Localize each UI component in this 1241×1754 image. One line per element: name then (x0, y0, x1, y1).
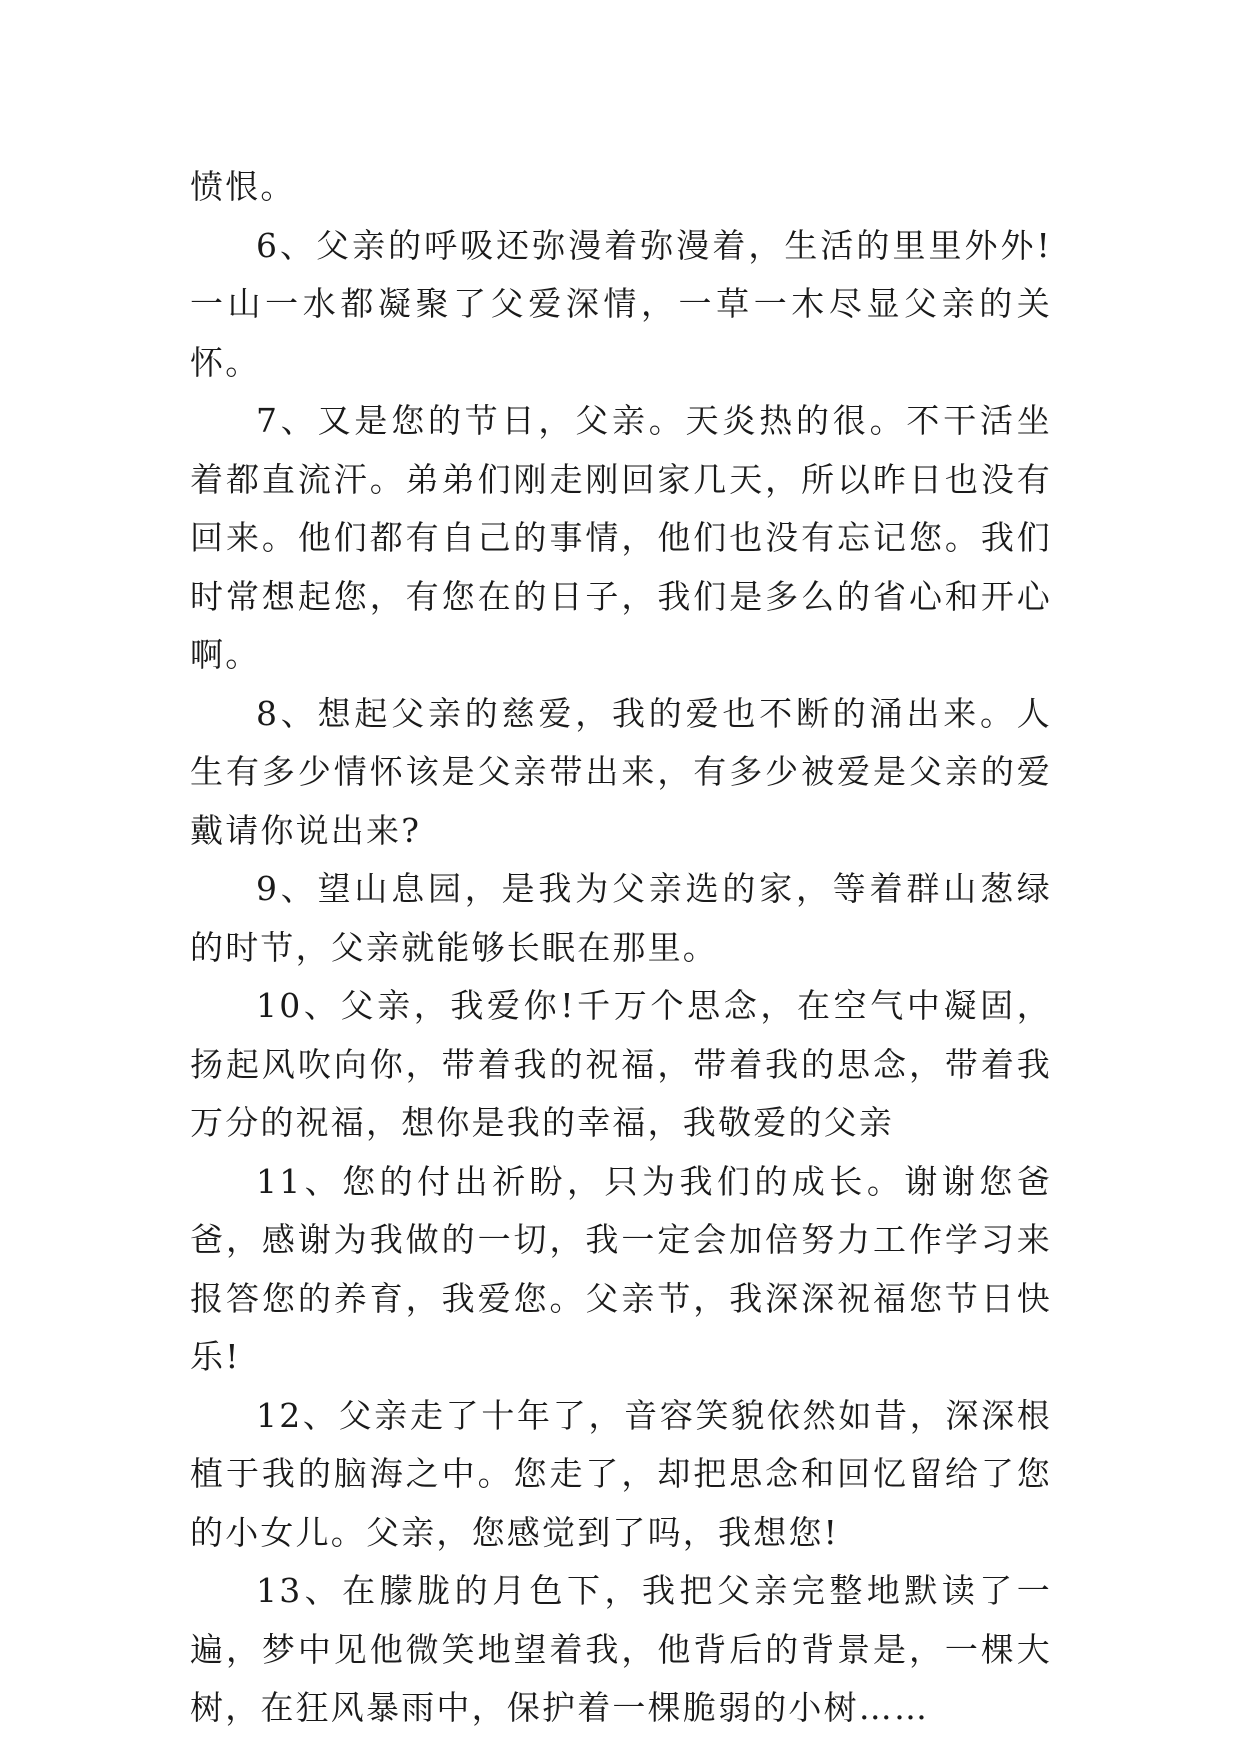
paragraph-continuation: 愤恨。 (190, 167, 296, 206)
paragraph-10: 10、父亲，我爱你!千万个思念，在空气中凝固，扬起风吹向你，带着我的祝福，带着我的思念，带着我万分的祝福，想你是我的幸福，我敬爱的父亲 (190, 986, 1052, 1142)
paragraph-7: 7、又是您的节日，父亲。天炎热的很。不干活坐着都直流汗。弟弟们刚走刚回家几天，所以昨日也没有回来。他们都有自己的事情，他们也没有忘记您。我们时常想起您，有您在的日子，我们是多么的省心和开心啊。 (190, 401, 1052, 674)
paragraph-9: 9、望山息园，是我为父亲选的家，等着群山葱绿的时节，父亲就能够长眠在那里。 (190, 869, 1052, 967)
paragraph-12: 12、父亲走了十年了，音容笑貌依然如昔，深深根植于我的脑海之中。您走了，却把思念和回忆留给了您的小女儿。父亲，您感觉到了吗，我想您! (190, 1395, 1052, 1552)
paragraph-13: 13、在朦胧的月色下，我把父亲完整地默读了一遍，梦中见他微笑地望着我，他背后的背景是，一棵大树，在狂风暴雨中，保护着一棵脆弱的小树…… (190, 1571, 1052, 1727)
paragraph-6: 6、父亲的呼吸还弥漫着弥漫着，生活的里里外外!一山一水都凝聚了父爱深情，一草一木尽显父亲的关怀。 (190, 225, 1052, 382)
paragraph-11: 11、您的付出祈盼，只为我们的成长。谢谢您爸爸，感谢为我做的一切，我一定会加倍努力工作学习来报答您的养育，我爱您。父亲节，我深深祝福您节日快乐! (190, 1161, 1052, 1376)
document-body (190, 158, 1052, 1738)
paragraph-8: 8、想起父亲的慈爱，我的爱也不断的涌出来。人生有多少情怀该是父亲带出来，有多少被爱是父亲的爱戴请你说出来? (190, 693, 1052, 850)
